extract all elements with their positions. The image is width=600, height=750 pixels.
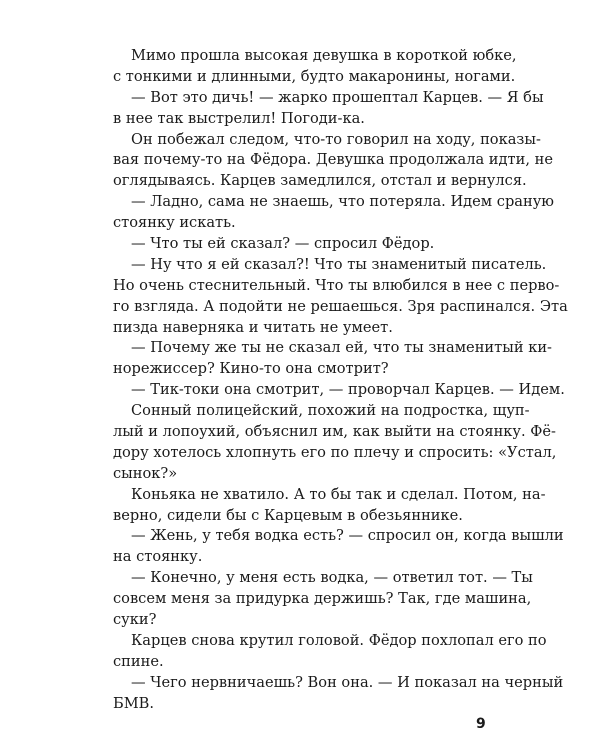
text-line: Он побежал следом, что-то говорил на ходу, показы- [131, 130, 541, 148]
text-line: — Конечно, у меня есть водка, — ответил тот. — Ты [131, 569, 533, 587]
text-line: дору хотелось хлопнуть его по плечу и спросить: «Устал, [113, 443, 557, 461]
text-line: в нее так выстрелил! Погоди-ка. [113, 109, 365, 127]
text-line: БМВ. [113, 694, 155, 712]
body-text [113, 46, 568, 715]
text-line: Карцев снова крутил головой. Фёдор похлопал его по [131, 631, 547, 649]
text-line: пизда наверняка и читать не умеет. [113, 318, 393, 336]
text-line: Мимо прошла высокая девушка в короткой юбке, [131, 47, 517, 64]
text-line: на стоянку. [113, 548, 203, 566]
text-line: — Что ты ей сказал? — спросил Фёдор. [131, 235, 435, 253]
text-line: го взгляда. А подойти не решаешься. Зря распинался. Эта [113, 297, 568, 315]
text-line: — Ладно, сама не знаешь, что потеряла. Идем сраную [131, 193, 555, 211]
text-line: — Жень, у тебя водка есть? — спросил он, когда вышли [131, 527, 564, 545]
text-line: спине. [113, 652, 164, 670]
text-line: сынок?» [113, 464, 178, 482]
text-line: лый и лопоухий, объяснил им, как выйти на стоянку. Фё- [113, 423, 556, 441]
text-line: — Ну что я ей сказал?! Что ты знаменитый писатель. [131, 255, 547, 273]
text-line: — Тик-токи она смотрит, — проворчал Карцев. — Идем. [131, 381, 565, 399]
text-line: — Почему же ты не сказал ей, что ты знаменитый ки- [131, 339, 552, 357]
text-line: — Вот это дичь! — жарко прошептал Карцев. — Я бы [131, 88, 544, 106]
text-line: Коньяка не хватило. А то бы так и сделал. Потом, на- [131, 485, 546, 503]
text-line: с тонкими и длинными, будто макаронины, ногами. [113, 67, 516, 85]
text-line: Сонный полицейский, похожий на подростка, щуп- [131, 402, 530, 420]
text-line: суки? [113, 611, 157, 629]
text-line: оглядываясь. Карцев замедлился, отстал и вернулся. [113, 172, 527, 190]
text-line: норежиссер? Кино-то она смотрит? [113, 360, 389, 378]
page-number: 9 [476, 716, 486, 732]
text-line: стоянку искать. [113, 214, 236, 232]
text-line: совсем меня за придурка держишь? Так, где машина, [113, 590, 532, 608]
text-line: верно, сидели бы с Карцевым в обезьяннике. [113, 506, 463, 524]
text-line: вая почему-то на Фёдора. Девушка продолжала идти, не [113, 151, 553, 169]
text-line: — Чего нервничаешь? Вон она. — И показал на черный [131, 673, 564, 691]
text-line: Но очень стеснительный. Что ты влюбился в нее с перво- [113, 276, 560, 294]
